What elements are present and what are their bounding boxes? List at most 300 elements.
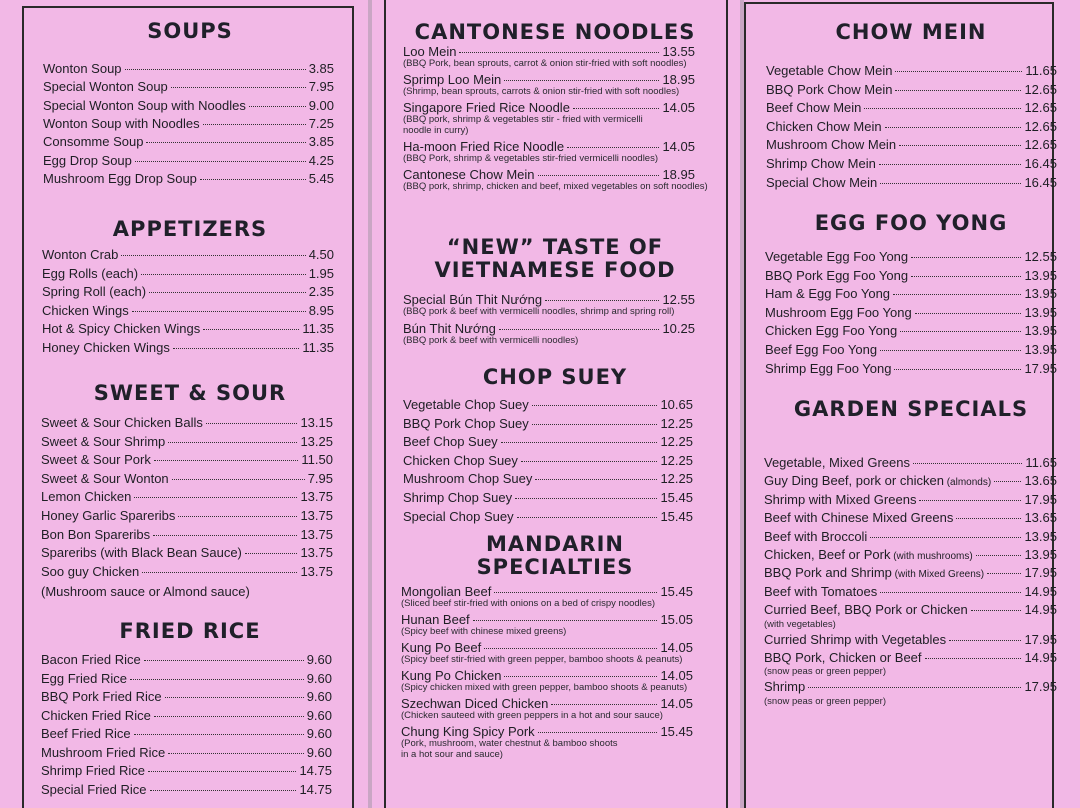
dot-leader <box>142 572 297 573</box>
menu-item-price: 14.75 <box>299 763 332 778</box>
menu-item-price: 13.65 <box>1024 473 1057 489</box>
dot-leader <box>535 479 657 480</box>
dot-leader <box>551 704 657 705</box>
menu-item-description: (BBQ pork, shrimp, chicken and beef, mixed vegetables on soft noodles) <box>403 181 708 192</box>
menu-item-price: 5.45 <box>308 170 334 186</box>
menu-item-name: Shrimp Chow Mein <box>766 156 876 171</box>
menu-item-name: BBQ Pork Fried Rice <box>41 689 162 704</box>
menu-item-name: Szechwan Diced Chicken <box>401 696 549 711</box>
section-heading-vietnamese-line1: “NEW” TASTE OF <box>446 235 664 259</box>
dot-leader <box>178 516 297 517</box>
menu-item-description: (snow peas or green pepper) <box>764 666 886 678</box>
dot-leader <box>949 640 1021 641</box>
menu-item-price: 17.95 <box>1024 491 1057 507</box>
dot-leader <box>538 732 658 733</box>
menu-item-price: 14.95 <box>1024 650 1057 665</box>
menu-item-name: Hunan Beef <box>401 612 470 627</box>
dot-leader <box>203 329 299 330</box>
dot-leader <box>515 498 657 499</box>
menu-item-name: Vegetable Egg Foo Yong <box>765 249 909 264</box>
menu-item-price: 18.95 <box>662 167 695 182</box>
dot-leader <box>919 500 1021 501</box>
menu-item-name: Kung Po Beef <box>401 640 482 655</box>
menu-item-description: (BBQ pork & beef with vermicelli noodles, shrimp and spring roll) <box>403 306 675 317</box>
menu-item-price: 10.25 <box>662 321 695 336</box>
dot-leader <box>154 716 304 717</box>
section-heading-fried-rice: FRIED RICE <box>119 619 261 643</box>
menu-item-note: (with mushrooms) <box>890 551 973 562</box>
menu-item <box>764 584 1057 600</box>
menu-item-price: 14.05 <box>660 696 693 711</box>
menu-item <box>765 305 1057 321</box>
menu-item-name: Wonton Soup <box>43 61 122 76</box>
menu-item <box>41 452 333 468</box>
menu-item-description: (BBQ pork, shrimp & vegetables stir - fried with vermicelli <box>403 114 643 125</box>
menu-item-name: Bacon Fried Rice <box>41 652 141 667</box>
menu-item-name: Wonton Soup with Noodles <box>43 115 200 131</box>
menu-item <box>41 489 333 505</box>
dot-leader <box>141 274 306 275</box>
menu-item-description: (Pork, mushroom, water chestnut & bamboo shoots <box>401 738 618 749</box>
menu-item-price: 13.75 <box>300 526 333 542</box>
menu-item-note: (almonds) <box>943 477 992 489</box>
menu-item-description: noodle in curry) <box>403 125 469 136</box>
menu-item-name: Chicken Fried Rice <box>41 707 151 723</box>
menu-item-name: Mushroom Chop Suey <box>403 471 533 487</box>
dot-leader <box>168 753 303 754</box>
menu-item <box>41 415 333 431</box>
menu-item-name: Beef with Chinese Mixed Greens <box>764 510 954 526</box>
dot-leader <box>484 648 657 649</box>
menu-item <box>41 745 332 761</box>
menu-item <box>42 340 334 356</box>
menu-item-price: 14.95 <box>1024 602 1057 618</box>
dot-leader <box>146 142 305 143</box>
menu-item <box>764 510 1057 526</box>
menu-item-name: Egg Fried Rice <box>41 670 127 686</box>
dot-leader <box>150 790 297 791</box>
menu-item <box>42 247 334 263</box>
menu-item <box>764 650 1057 666</box>
menu-item <box>766 175 1057 191</box>
menu-item <box>41 508 333 524</box>
menu-item-name: Beef Fried Rice <box>41 726 131 741</box>
dot-leader <box>149 292 306 293</box>
menu-item-price: 13.25 <box>300 433 333 449</box>
menu-item-name: Special Bún Thit Nướng <box>403 292 543 307</box>
menu-item-price: 9.60 <box>306 670 332 686</box>
menu-item <box>41 527 333 543</box>
menu-item-name: Curried Shrimp with Vegetables <box>764 631 947 647</box>
menu-item-price: 7.95 <box>307 470 333 486</box>
dot-leader <box>245 553 298 554</box>
dot-leader <box>132 311 306 312</box>
menu-item-price: 13.75 <box>300 563 333 579</box>
dot-leader <box>134 734 304 735</box>
menu-item-description: (Sliced beef stir-fried with onions on a bed of crispy noodles) <box>401 598 655 609</box>
menu-item-price: 1.95 <box>308 265 334 281</box>
menu-item-name: Special Wonton Soup with Noodles <box>43 97 246 113</box>
menu-item-name: Chicken Egg Foo Yong <box>765 323 898 339</box>
menu-item-name: Mushroom Egg Foo Yong <box>765 304 912 320</box>
menu-item-description: (BBQ Pork, shrimp & vegetables stir-fried vermicelli noodles) <box>403 153 659 164</box>
dot-leader <box>532 424 658 425</box>
dot-leader <box>504 676 657 677</box>
menu-item-description: (Spicy chicken mixed with green pepper, bamboo shoots & peanuts) <box>401 682 688 693</box>
menu-item <box>43 116 334 132</box>
menu-item-price: 13.95 <box>1024 286 1057 302</box>
menu-item-price: 4.50 <box>308 247 334 262</box>
dot-leader <box>915 313 1022 314</box>
menu-item-name: Vegetable Chow Mein <box>766 63 893 78</box>
menu-item-price: 12.25 <box>660 452 693 468</box>
menu-item-name: Honey Chicken Wings <box>42 339 170 355</box>
menu-item-price: 7.25 <box>308 115 334 131</box>
menu-item <box>766 137 1057 153</box>
menu-item <box>43 61 334 77</box>
dot-leader <box>567 147 659 148</box>
menu-item <box>41 708 332 724</box>
menu-item-name: Sweet & Sour Pork <box>41 452 151 468</box>
menu-item-price: 18.95 <box>662 72 695 87</box>
menu-item-name: Beef Egg Foo Yong <box>765 342 878 357</box>
menu-item <box>765 286 1057 302</box>
menu-item-name: Sweet & Sour Wonton <box>41 470 169 486</box>
menu-item-note: (with Mixed Greens) <box>891 569 985 581</box>
menu-item-name: BBQ Pork and Shrimp <box>764 565 892 581</box>
menu-item-description: (snow peas or green pepper) <box>764 695 886 707</box>
menu-item <box>41 564 333 580</box>
menu-item <box>765 323 1057 339</box>
dot-leader <box>911 257 1021 258</box>
dot-leader <box>880 592 1021 593</box>
menu-item <box>41 782 332 798</box>
menu-item <box>764 565 1057 583</box>
dot-leader <box>911 276 1021 277</box>
menu-item-price: 13.95 <box>1024 304 1057 320</box>
menu-item-price: 12.65 <box>1024 81 1057 97</box>
menu-item-price: 7.95 <box>308 79 334 95</box>
dot-leader <box>206 423 298 424</box>
dot-leader <box>165 697 304 698</box>
menu-item-price: 13.15 <box>300 415 333 430</box>
menu-item <box>403 434 693 450</box>
menu-item-name: Vegetable, Mixed Greens <box>764 455 910 470</box>
menu-item-price: 16.45 <box>1024 174 1057 190</box>
menu-item <box>43 134 334 150</box>
menu-item-name: Consomme Soup <box>43 134 144 150</box>
menu-item-price: 12.25 <box>660 471 693 487</box>
dot-leader <box>172 479 305 480</box>
menu-item <box>43 153 334 169</box>
dot-leader <box>459 52 659 53</box>
dot-leader <box>473 620 658 621</box>
menu-item-description: in a hot sour and sauce) <box>401 749 503 760</box>
menu-item <box>766 156 1057 172</box>
menu-item-price: 17.95 <box>1024 360 1057 376</box>
menu-item-price: 13.95 <box>1024 528 1057 544</box>
menu-item <box>42 303 334 319</box>
menu-item-name: Spareribs (with Black Bean Sauce) <box>41 545 242 561</box>
dot-leader <box>900 331 1021 332</box>
menu-item <box>764 679 1057 695</box>
menu-item-name: Bún Thit Nướng <box>403 321 496 336</box>
dot-leader <box>125 69 306 70</box>
section-heading-sweet-sour: SWEET & SOUR <box>93 381 287 405</box>
menu-item-name: Beef with Tomatoes <box>764 583 878 599</box>
sweet-sour-note: (Mushroom sauce or Almond sauce) <box>41 584 250 599</box>
menu-item-price: 13.95 <box>1024 323 1057 339</box>
menu-item-name: Spring Roll (each) <box>42 284 147 299</box>
dot-leader <box>545 300 659 301</box>
dot-leader <box>135 161 306 162</box>
dot-leader <box>538 175 660 176</box>
menu-item-name: Special Fried Rice <box>41 781 147 797</box>
menu-item-price: 17.95 <box>1024 631 1057 647</box>
menu-item-price: 12.55 <box>1024 249 1057 264</box>
menu-item-price: 14.05 <box>662 139 695 154</box>
menu-item-price: 12.25 <box>660 434 693 450</box>
menu-item-name: Mushroom Egg Drop Soup <box>43 170 197 186</box>
section-heading-appetizers: APPETIZERS <box>112 217 268 241</box>
menu-item-name: Sweet & Sour Chicken Balls <box>41 415 203 430</box>
dot-leader <box>148 771 296 772</box>
dot-leader <box>885 127 1022 128</box>
menu-item-name: BBQ Pork Chow Mein <box>766 81 893 97</box>
menu-item-name: Mongolian Beef <box>401 584 492 599</box>
menu-item-name: Curried Beef, BBQ Pork or Chicken <box>764 602 968 618</box>
menu-item <box>765 249 1057 265</box>
menu-item-name: Cantonese Chow Mein <box>403 167 535 182</box>
menu-item <box>42 321 334 337</box>
menu-item-name: Beef with Broccoli <box>764 528 868 544</box>
dot-leader <box>499 329 660 330</box>
menu-item-name: Mushroom Fried Rice <box>41 744 166 760</box>
menu-item-name: Shrimp with Mixed Greens <box>764 491 917 507</box>
dot-leader <box>121 255 305 256</box>
menu-item-price: 17.95 <box>1024 679 1057 695</box>
section-heading-vietnamese-line2: VIETNAMESE FOOD <box>434 258 676 282</box>
menu-item-name: Sweet & Sour Shrimp <box>41 433 166 449</box>
dot-leader <box>895 71 1022 72</box>
menu-item-name: BBQ Pork Chop Suey <box>403 415 529 431</box>
menu-item <box>403 509 693 525</box>
menu-item-name: Egg Drop Soup <box>43 152 132 168</box>
menu-item-price: 3.85 <box>308 134 334 150</box>
menu-item-price: 12.65 <box>1024 100 1057 116</box>
menu-item-price: 15.05 <box>660 612 693 627</box>
menu-item-price: 11.35 <box>302 321 334 336</box>
menu-item-name: Kung Po Chicken <box>401 668 502 683</box>
menu-item <box>764 602 1057 618</box>
menu-item-name: Chung King Spicy Pork <box>401 724 535 739</box>
menu-item-name: Sprimp Loo Mein <box>403 72 502 87</box>
menu-item-price: 14.05 <box>660 640 693 655</box>
menu-item <box>43 98 334 114</box>
menu-item <box>764 547 1057 565</box>
menu-item-price: 9.60 <box>306 744 332 760</box>
menu-item-price: 13.95 <box>1024 342 1057 357</box>
menu-item-price: 16.45 <box>1024 156 1057 171</box>
menu-item-name: Shrimp Chop Suey <box>403 490 513 505</box>
menu-item-name: Bon Bon Spareribs <box>41 526 151 542</box>
menu-item-price: 3.85 <box>308 61 334 76</box>
menu-item <box>41 689 332 705</box>
dot-leader <box>808 687 1021 688</box>
menu-item-price: 4.25 <box>308 152 334 168</box>
menu-item-price: 11.65 <box>1025 455 1057 470</box>
menu-item <box>41 652 332 668</box>
dot-leader <box>913 463 1022 464</box>
menu-item <box>765 268 1057 284</box>
menu-item-price: 13.75 <box>300 489 333 505</box>
dot-leader <box>200 179 306 180</box>
dot-leader <box>171 87 306 88</box>
menu-item-name: BBQ Pork Egg Foo Yong <box>765 267 909 283</box>
menu-item-description: (Shrimp, bean sprouts, carrots & onion stir-fried with soft noodles) <box>403 86 680 97</box>
menu-item-price: 14.05 <box>660 668 693 683</box>
menu-item-description: (BBQ Pork, bean sprouts, carrot & onion stir-fried with soft noodles) <box>403 58 687 69</box>
menu-item-name: Shrimp <box>764 679 806 695</box>
menu-item-price: 17.95 <box>1024 565 1057 581</box>
menu-item-name: Loo Mein <box>403 44 457 59</box>
menu-item <box>766 119 1057 135</box>
menu-item-price: 13.95 <box>1024 547 1057 562</box>
dot-leader <box>144 660 304 661</box>
menu-item-price: 10.65 <box>660 397 693 412</box>
menu-item-price: 9.60 <box>306 726 332 741</box>
dot-leader <box>573 108 660 109</box>
menu-item-price: 2.35 <box>308 284 334 299</box>
menu-item <box>764 632 1057 648</box>
dot-leader <box>864 108 1021 109</box>
menu-item <box>42 266 334 282</box>
menu-item <box>41 434 333 450</box>
menu-item-name: Egg Rolls (each) <box>42 265 139 281</box>
dot-leader <box>899 145 1021 146</box>
menu-item-description: (Chicken sauteed with green peppers in a hot and sour sauce) <box>401 710 663 721</box>
menu-item-price: 14.95 <box>1024 583 1057 599</box>
section-heading-mandarin-line1: MANDARIN <box>486 532 624 556</box>
menu-item <box>41 726 332 742</box>
dot-leader <box>893 294 1021 295</box>
menu-item-name: Wonton Crab <box>42 247 119 262</box>
menu-item-name: Hot & Spicy Chicken Wings <box>42 321 201 336</box>
dot-leader <box>925 658 1022 659</box>
dot-leader <box>870 537 1021 538</box>
menu-item-price: 15.45 <box>660 724 693 739</box>
dot-leader <box>532 405 658 406</box>
section-heading-chow-mein: CHOW MEIN <box>835 20 987 44</box>
section-heading-mandarin-line2: SPECIALTIES <box>476 555 634 579</box>
dot-leader <box>994 481 1021 482</box>
menu-item-name: Guy Ding Beef, pork or chicken <box>764 473 944 489</box>
menu-item <box>764 473 1057 491</box>
menu-item <box>41 471 333 487</box>
menu-item-price: 13.65 <box>1024 510 1057 526</box>
section-heading-cantonese-noodles: CANTONESE NOODLES <box>414 20 696 44</box>
dot-leader <box>895 90 1021 91</box>
menu-item <box>41 545 333 561</box>
menu-item-price: 9.60 <box>306 707 332 723</box>
dot-leader <box>504 80 659 81</box>
menu-item-price: 11.65 <box>1025 63 1057 78</box>
dot-leader <box>130 679 304 680</box>
section-heading-chop-suey: CHOP SUEY <box>482 365 628 389</box>
dot-leader <box>987 573 1021 574</box>
dot-leader <box>521 461 658 462</box>
menu-item-name: Ham & Egg Foo Yong <box>765 286 891 302</box>
menu-item <box>765 342 1057 358</box>
menu-item-price: 14.75 <box>299 781 332 797</box>
menu-item <box>403 490 693 506</box>
menu-item <box>764 529 1057 545</box>
menu-item <box>43 79 334 95</box>
menu-item-name: Ha-moon Fried Rice Noodle <box>403 139 565 154</box>
menu-item-description: (with vegetables) <box>764 618 836 630</box>
menu-item <box>42 284 334 300</box>
menu-item-name: Shrimp Fried Rice <box>41 763 146 778</box>
menu-item-price: 12.25 <box>660 415 693 431</box>
menu-item-description: (Spicy beef with chinese mixed greens) <box>401 626 567 637</box>
menu-item-name: Singapore Fried Rice Noodle <box>403 100 570 115</box>
dot-leader <box>494 592 657 593</box>
dot-leader <box>517 517 658 518</box>
menu-item-name: Chicken Wings <box>42 302 129 318</box>
menu-item <box>403 416 693 432</box>
menu-item-price: 13.75 <box>300 508 333 523</box>
menu-item-description: (Spicy beef stir-fried with green pepper, bamboo shoots & peanuts) <box>401 654 683 665</box>
dot-leader <box>976 555 1022 556</box>
menu-item-name: Chicken Chow Mein <box>766 118 882 134</box>
menu-item <box>403 453 693 469</box>
section-heading-garden-specials: GARDEN SPECIALS <box>793 397 1029 421</box>
dot-leader <box>879 164 1022 165</box>
menu-item <box>41 671 332 687</box>
menu-item <box>766 82 1057 98</box>
menu-item-name: Soo guy Chicken <box>41 563 140 579</box>
menu-item <box>766 100 1057 116</box>
menu-item-price: 12.55 <box>662 292 695 307</box>
menu-item-name: Chicken, Beef or Pork <box>764 547 891 562</box>
menu-item <box>765 361 1057 377</box>
section-heading-soups: SOUPS <box>147 19 233 43</box>
menu-item <box>764 455 1057 471</box>
menu-item-name: BBQ Pork, Chicken or Beef <box>764 650 922 665</box>
dot-leader <box>880 350 1021 351</box>
dot-leader <box>249 106 306 107</box>
menu-item-price: 8.95 <box>308 302 334 318</box>
menu-item-price: 14.05 <box>662 100 695 115</box>
dot-leader <box>894 369 1021 370</box>
dot-leader <box>173 348 300 349</box>
menu-item-name: Honey Garlic Spareribs <box>41 508 176 523</box>
menu-item-price: 9.60 <box>306 652 332 667</box>
dot-leader <box>203 124 306 125</box>
menu-item-name: Special Chow Mein <box>766 174 878 190</box>
menu-item <box>764 492 1057 508</box>
menu-item-description: (BBQ pork & beef with vermicelli noodles) <box>403 335 579 346</box>
menu-item-name: Mushroom Chow Mein <box>766 137 897 153</box>
menu-item-name: Beef Chop Suey <box>403 434 498 450</box>
menu-item <box>403 397 693 413</box>
menu-item <box>43 171 334 187</box>
dot-leader <box>880 183 1021 184</box>
menu-item-price: 9.00 <box>308 97 334 113</box>
menu-item-price: 13.55 <box>662 44 695 59</box>
menu-item-name: Shrimp Egg Foo Yong <box>765 360 892 376</box>
menu-item <box>766 63 1057 79</box>
